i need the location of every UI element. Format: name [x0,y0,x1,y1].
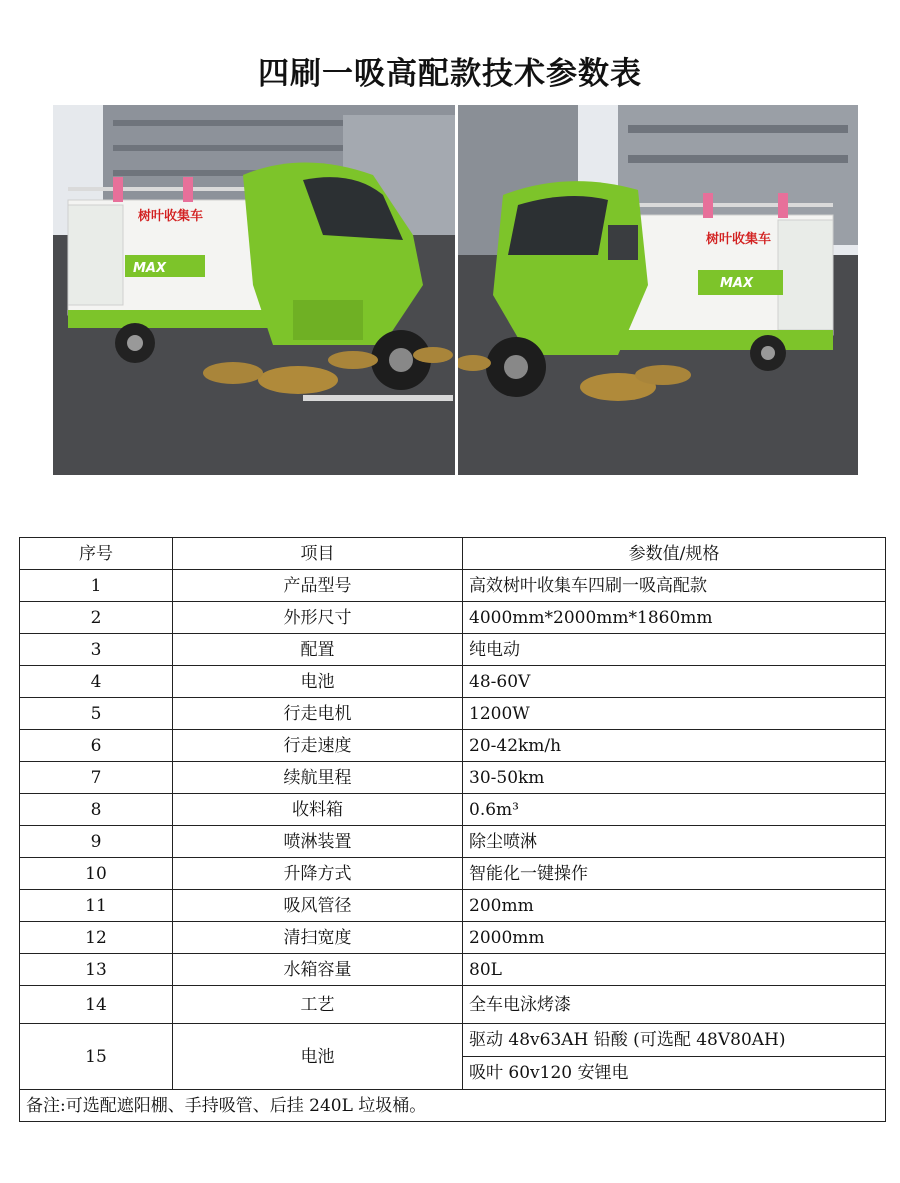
row-value: 驱动 48v63AH 铅酸 (可选配 48V80AH) [463,1024,886,1057]
row-item: 工艺 [173,986,463,1024]
row-no: 9 [20,826,173,858]
row-no: 8 [20,794,173,826]
row-value: 吸叶 60v120 安锂电 [463,1057,886,1090]
vehicle-photo-left [53,105,455,475]
header-no: 序号 [20,538,173,570]
row-value: 30-50km [463,762,886,794]
row-value: 高效树叶收集车四刷一吸高配款 [463,570,886,602]
row-item: 电池 [173,1024,463,1090]
row-no: 7 [20,762,173,794]
row-item: 外形尺寸 [173,602,463,634]
header-item: 项目 [173,538,463,570]
row-item: 吸风管径 [173,890,463,922]
document-title: 四刷一吸高配款技术参数表 [258,56,642,92]
row-item: 配置 [173,634,463,666]
row-value: 80L [463,954,886,986]
row-no: 2 [20,602,173,634]
row-value: 4000mm*2000mm*1860mm [463,602,886,634]
row-value: 2000mm [463,922,886,954]
table-row [20,986,886,1024]
table-row [20,666,886,698]
row-value: 0.6m³ [463,794,886,826]
row-value: 1200W [463,698,886,730]
row-no: 13 [20,954,173,986]
vehicle-photo-right [458,105,858,475]
vehicle-sign-left: 树叶收集车 [138,209,204,224]
row-no: 3 [20,634,173,666]
vehicle-logo-right: MAX [720,276,754,291]
row-item: 产品型号 [173,570,463,602]
row-no: 11 [20,890,173,922]
table-remark-row [20,1090,886,1122]
table-row [20,634,886,666]
row-value: 纯电动 [463,634,886,666]
table-row [20,890,886,922]
table-row [20,730,886,762]
row-no: 6 [20,730,173,762]
row-no: 1 [20,570,173,602]
table-row [20,954,886,986]
row-item: 水箱容量 [173,954,463,986]
row-item: 收料箱 [173,794,463,826]
vehicle-sign-right: 树叶收集车 [706,232,772,247]
table-row [20,858,886,890]
row-item: 喷淋装置 [173,826,463,858]
table-row [20,826,886,858]
table-row [20,698,886,730]
table-row [20,570,886,602]
table-row [20,922,886,954]
spec-table [19,537,886,1122]
vehicle-logo-left: MAX [133,261,167,276]
table-row-battery [20,1024,886,1057]
row-item: 续航里程 [173,762,463,794]
row-item: 清扫宽度 [173,922,463,954]
row-item: 升降方式 [173,858,463,890]
row-no: 4 [20,666,173,698]
table-row [20,602,886,634]
row-value: 20-42km/h [463,730,886,762]
row-item: 电池 [173,666,463,698]
table-row [20,794,886,826]
row-item: 行走电机 [173,698,463,730]
row-value: 除尘喷淋 [463,826,886,858]
row-no: 14 [20,986,173,1024]
row-value: 智能化一键操作 [463,858,886,890]
table-header-row [20,538,886,570]
row-value: 全车电泳烤漆 [463,986,886,1024]
table-row [20,762,886,794]
remark-text: 备注:可选配遮阳棚、手持吸管、后挂 240L 垃圾桶。 [20,1090,886,1122]
row-value: 200mm [463,890,886,922]
row-no: 10 [20,858,173,890]
row-no: 5 [20,698,173,730]
row-no: 12 [20,922,173,954]
row-item: 行走速度 [173,730,463,762]
row-value: 48-60V [463,666,886,698]
header-value: 参数值/规格 [463,538,886,570]
row-no: 15 [20,1024,173,1090]
